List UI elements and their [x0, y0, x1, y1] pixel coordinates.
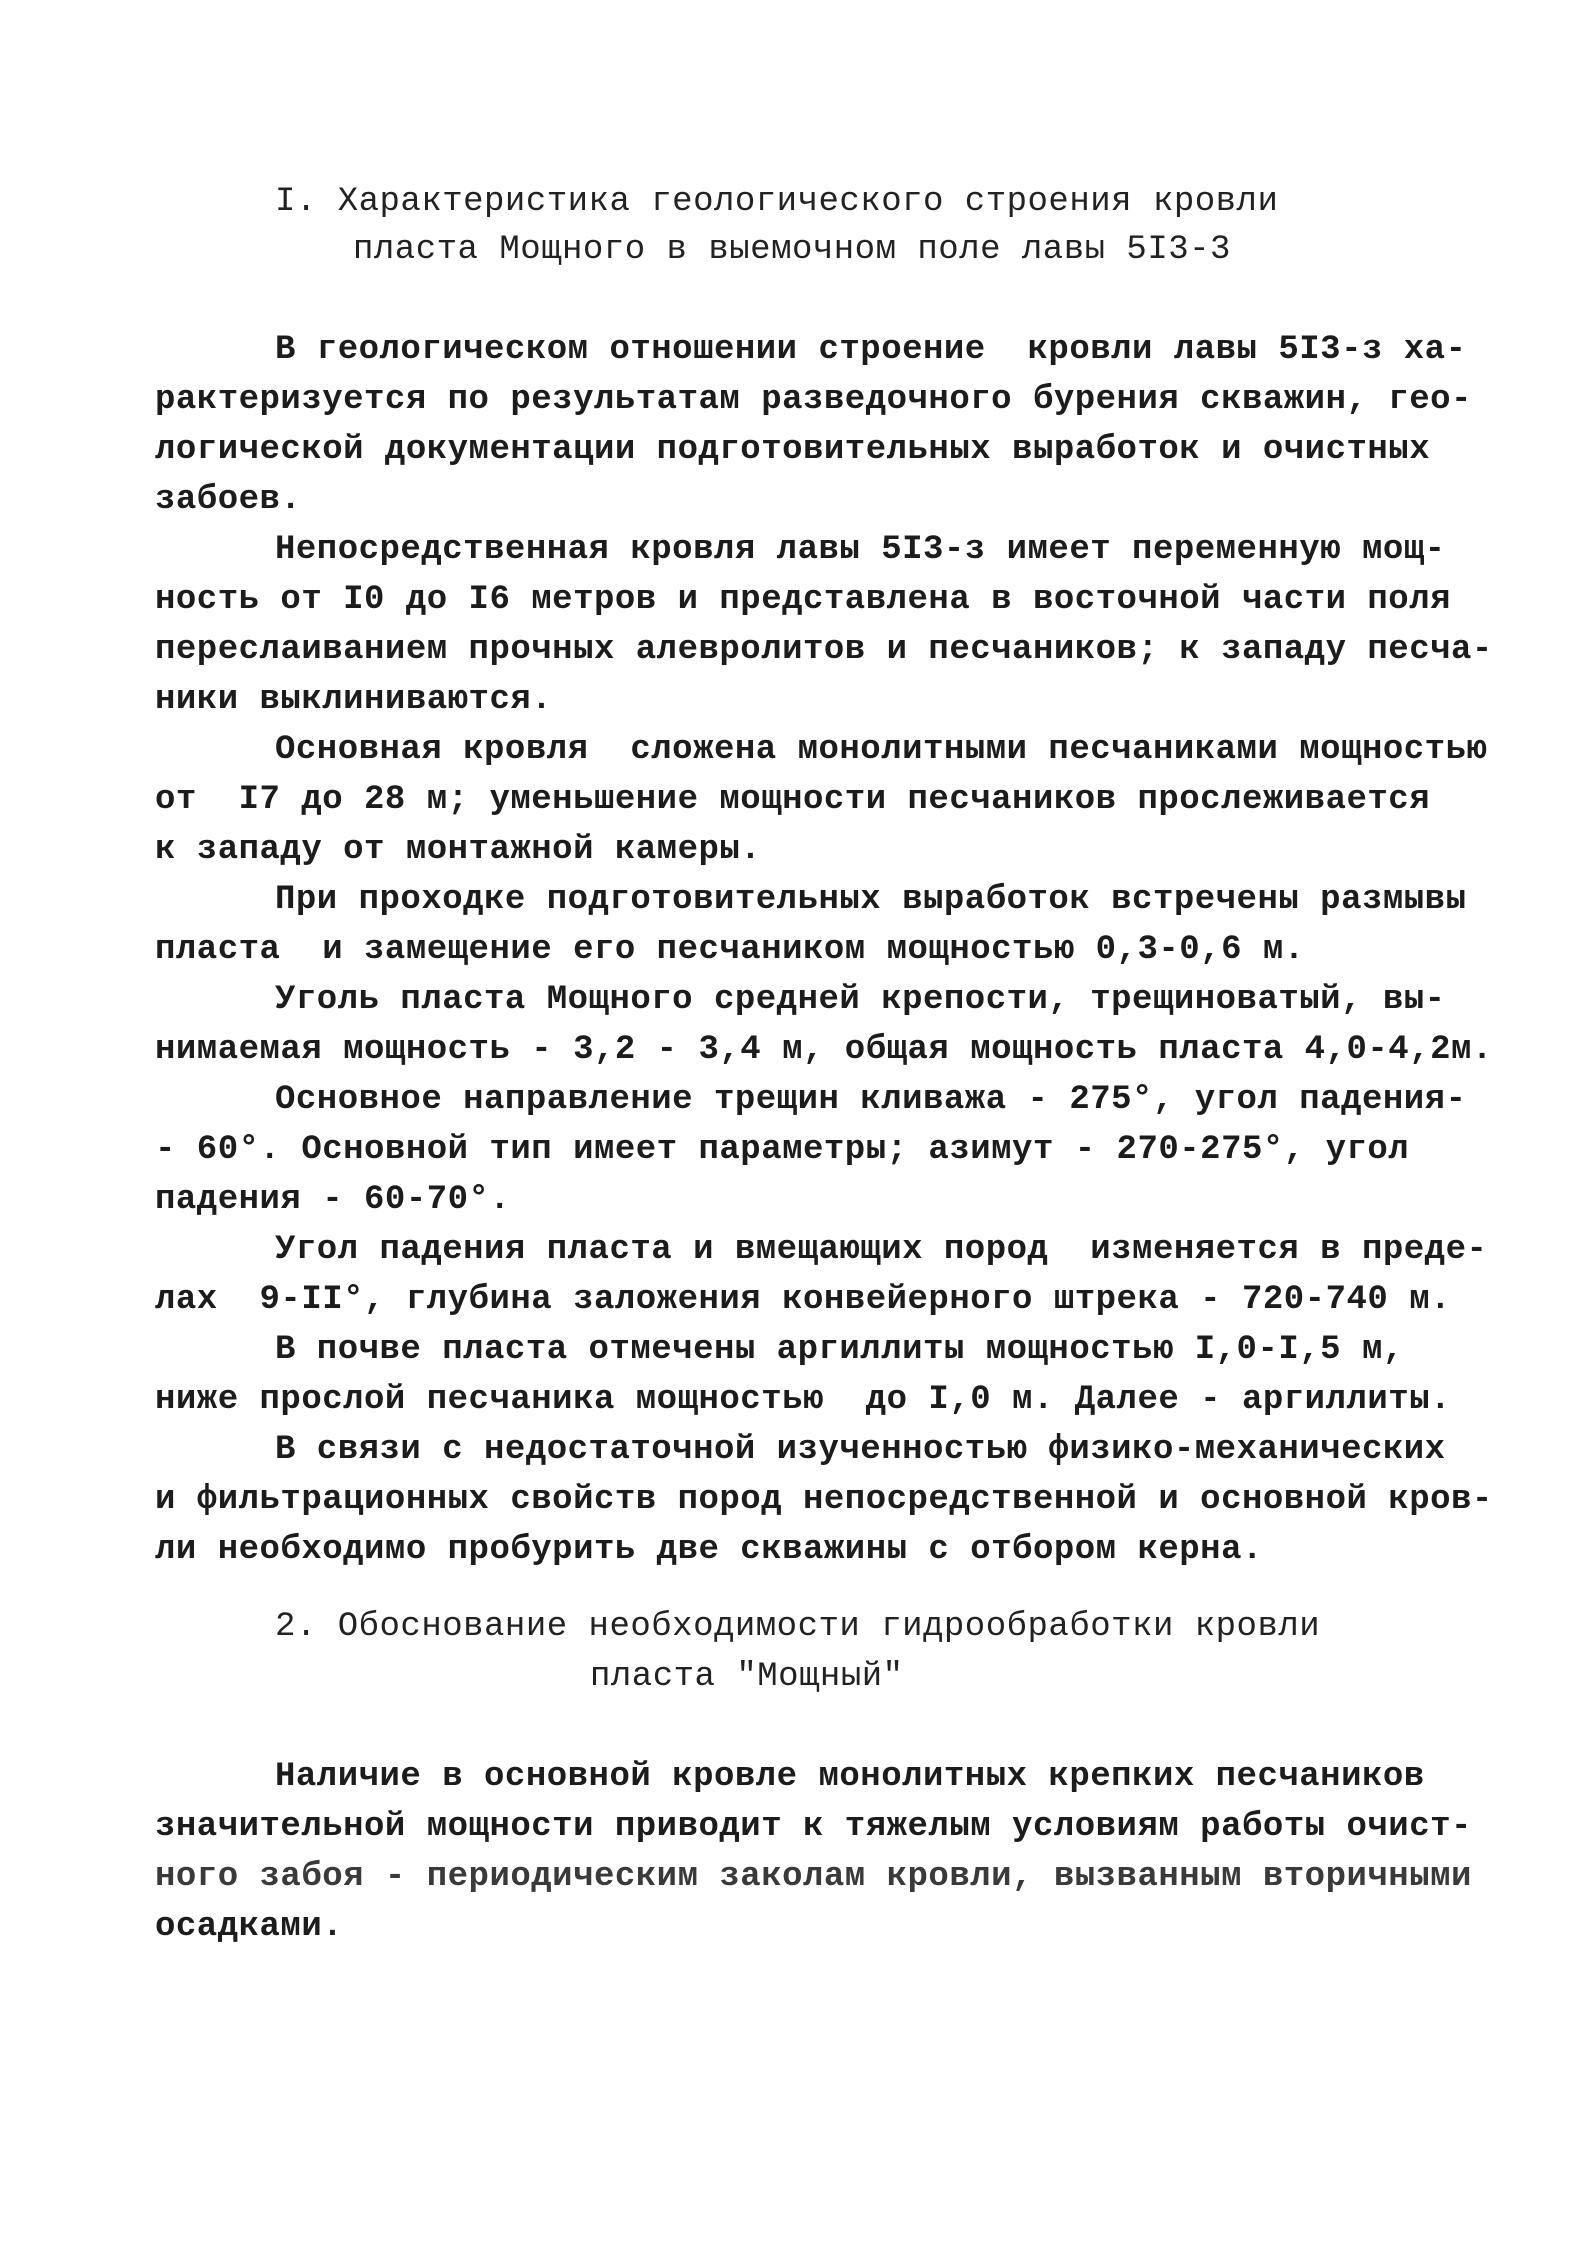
body-line: Основная кровля сложена монолитными песчаниками мощностью — [275, 731, 1488, 769]
body-line: осадками. — [155, 1908, 344, 1946]
section-2-heading-line-2: пласта "Мощный" — [590, 1658, 904, 1696]
body-line: переслаиванием прочных алевролитов и песчаников; к западу песча- — [155, 631, 1493, 669]
section-1-heading-line-2: пласта Мощного в выемочном поле лавы 5I3-3 — [353, 231, 1231, 269]
body-line: нимаемая мощность - 3,2 - 3,4 м, общая мощность пласта 4,0-4,2м. — [155, 1031, 1493, 1069]
body-line: рактеризуется по результатам разведочного бурения скважин, гео- — [155, 381, 1472, 419]
body-line: В почве пласта отмечены аргиллиты мощностью I,0-I,5 м, — [275, 1331, 1404, 1369]
body-line: Основное направление трещин кливажа - 275°, угол падения- — [275, 1081, 1467, 1119]
body-line: к западу от монтажной камеры. — [155, 831, 762, 869]
body-line: пласта и замещение его песчаником мощностью 0,3-0,6 м. — [155, 931, 1305, 969]
body-line: ники выклиниваются. — [155, 681, 553, 719]
body-line: Уголь пласта Мощного средней крепости, трещиноватый, вы- — [275, 981, 1446, 1019]
body-line: При проходке подготовительных выработок встречены размывы — [275, 881, 1467, 919]
body-line: логической документации подготовительных выработок и очистных — [155, 431, 1431, 469]
body-line: от I7 до 28 м; уменьшение мощности песчаников прослеживается — [155, 781, 1431, 819]
body-line: ниже прослой песчаника мощностью до I,0 м. Далее - аргиллиты. — [155, 1381, 1452, 1419]
body-line: Непосредственная кровля лавы 5I3-з имеет переменную мощ- — [275, 531, 1446, 569]
section-2-heading-line-1: 2. Обоснование необходимости гидрообработки кровли — [275, 1608, 1321, 1646]
body-line: Наличие в основной кровле монолитных крепких песчаников — [275, 1758, 1425, 1796]
body-line: и фильтрационных свойств пород непосредственной и основной кров- — [155, 1481, 1493, 1519]
body-line: ного забоя - периодическим заколам кровли, вызванным вторичными — [155, 1858, 1472, 1896]
body-line: ность от I0 до I6 метров и представлена в восточной части поля — [155, 581, 1452, 619]
body-line: забоев. — [155, 481, 302, 519]
body-line: падения - 60-70°. — [155, 1181, 511, 1219]
body-line: В связи с недостаточной изученностью физико-механических — [275, 1431, 1446, 1469]
body-line: Угол падения пласта и вмещающих пород изменяется в преде- — [275, 1231, 1488, 1269]
body-line: значительной мощности приводит к тяжелым условиям работы очист- — [155, 1808, 1472, 1846]
body-line: ли необходимо пробурить две скважины с отбором керна. — [155, 1531, 1263, 1569]
section-1-heading-line-1: I. Характеристика геологического строения кровли — [275, 183, 1279, 221]
body-line: лах 9-II°, глубина заложения конвейерного штрека - 720-740 м. — [155, 1281, 1452, 1319]
body-line: В геологическом отношении строение кровли лавы 5I3-з ха- — [275, 331, 1467, 369]
body-line: - 60°. Основной тип имеет параметры; азимут - 270-275°, угол — [155, 1131, 1410, 1169]
